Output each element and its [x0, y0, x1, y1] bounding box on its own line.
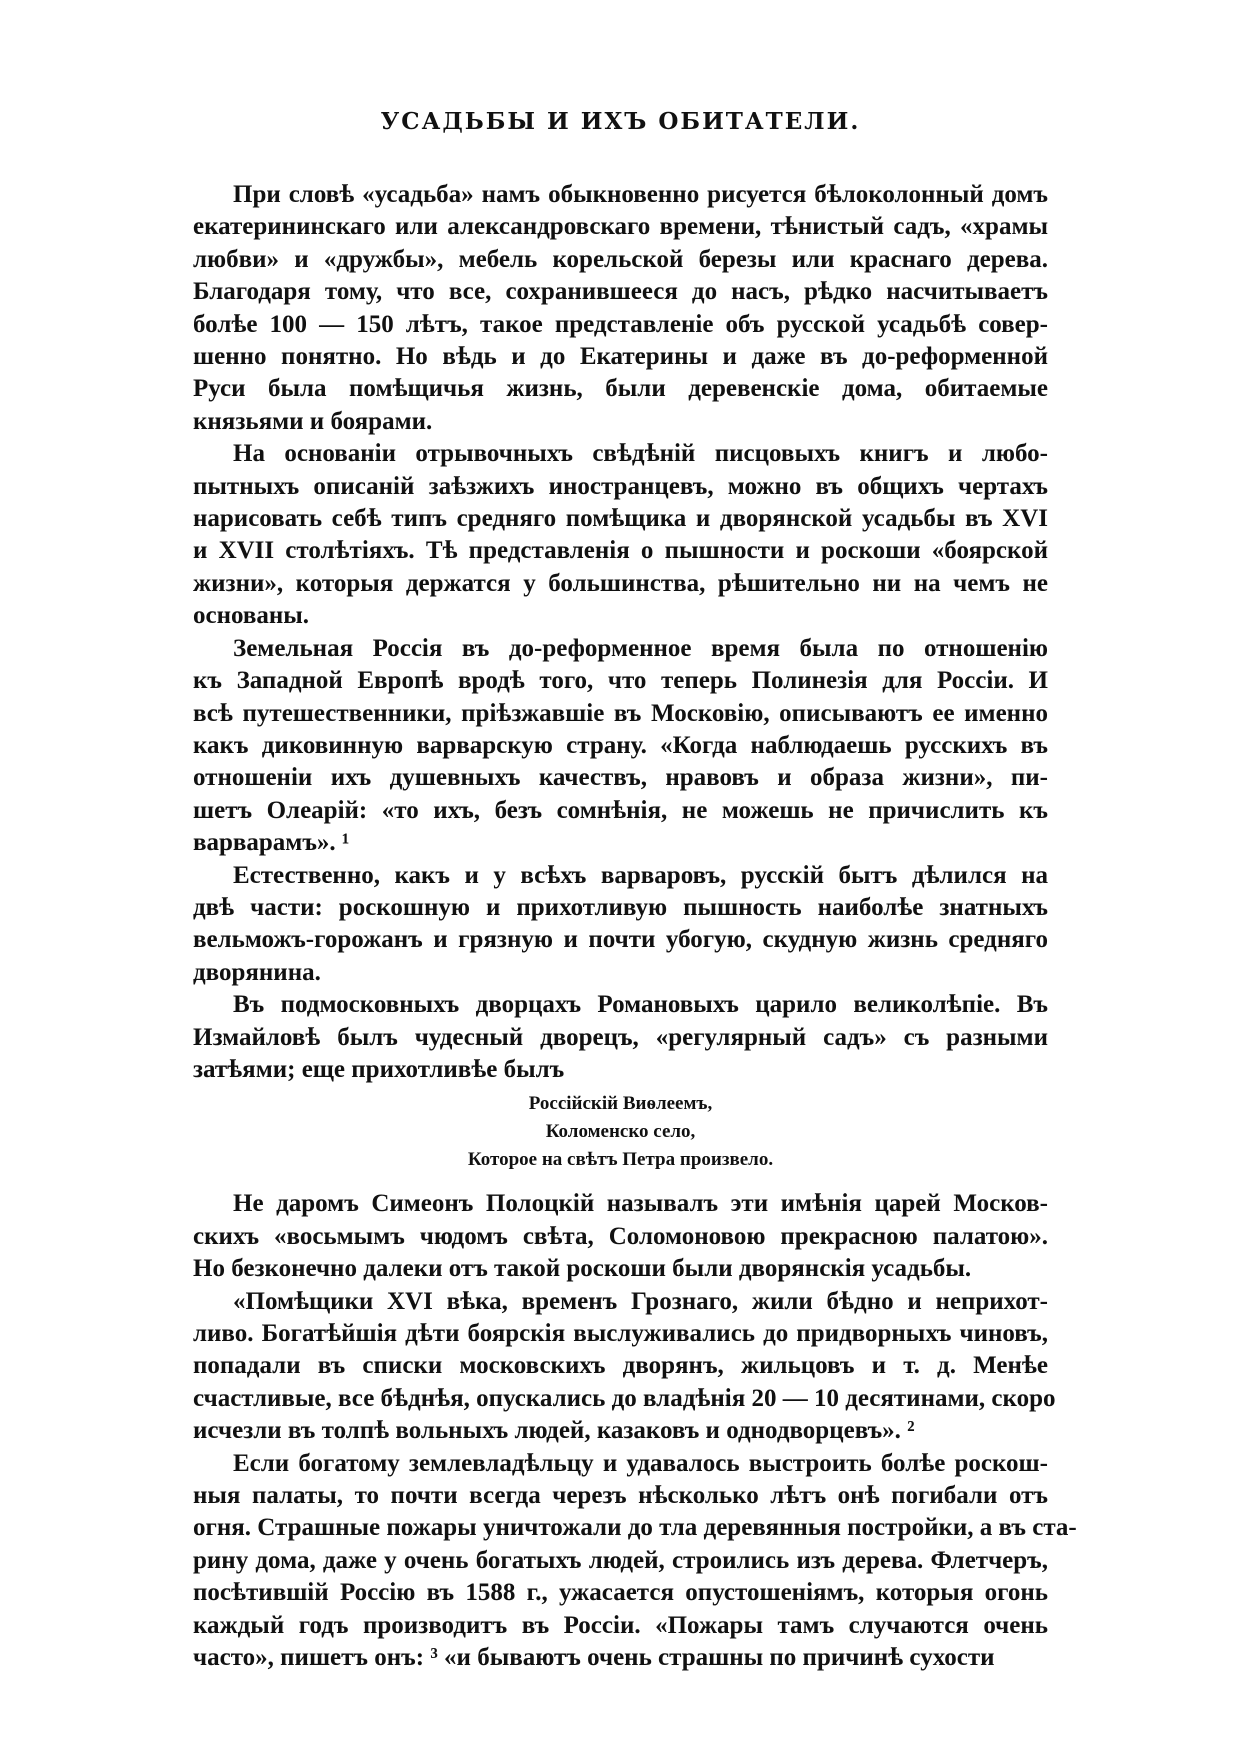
text-line: «Помѣщики XVI вѣка, временъ Грознаго, жили бѣдно и неприхот-	[233, 1287, 1048, 1315]
paragraph	[193, 438, 1048, 632]
paragraph	[193, 989, 1048, 1086]
text-line: попадали въ списки московскихъ дворянъ, жильцовъ и т. д. Менѣе	[193, 1352, 1048, 1380]
text-line: Но безконечно далеки отъ такой роскоши были дворянскія усадьбы.	[193, 1255, 972, 1283]
text-line: Не даромъ Симеонъ Полоцкій называлъ эти имѣнія царей Москов-	[233, 1190, 1048, 1218]
text-line: любви» и «дружбы», мебель корельской березы или краснаго дерева.	[193, 245, 1048, 273]
text-line: На основаніи отрывочныхъ свѣдѣній писцовыхъ книгъ и любо-	[233, 440, 1048, 468]
paragraph	[193, 860, 1048, 990]
text-line: Естественно, какъ и у всѣхъ варваровъ, русскій бытъ дѣлился на	[233, 861, 1048, 889]
page-title: УСАДЬБЫ И ИХЪ ОБИТАТЕЛИ.	[380, 108, 861, 135]
text-line: Въ подмосковныхъ дворцахъ Романовыхъ царило великолѣпіе. Въ	[233, 991, 1048, 1019]
verse-line: Россійскій Виѳлеемъ,	[528, 1093, 713, 1115]
text-line: вельможъ-горожанъ и грязную и почти убогую, скудную жизнь средняго	[193, 926, 1048, 954]
verse-line: Которое на свѣтъ Петра произвело.	[467, 1149, 774, 1171]
text-line: затѣями; еще прихотливѣе былъ	[193, 1055, 565, 1083]
text-line: ныя палаты, то почти всегда черезъ нѣсколько лѣтъ онѣ погибали отъ	[193, 1482, 1048, 1510]
paragraph	[193, 1188, 1048, 1285]
text-line: варварамъ». ¹	[193, 829, 350, 857]
paragraph	[193, 1448, 1077, 1675]
document-page	[193, 108, 1077, 1674]
text-line: основаны.	[193, 602, 310, 630]
paragraph	[193, 633, 1048, 860]
text-line: исчезли въ толпѣ вольныхъ людей, казаковъ и однодворцевъ». ²	[193, 1417, 915, 1445]
text-line: скихъ «восьмымъ чюдомъ свѣта, Соломоновою прекрасною палатою».	[193, 1222, 1048, 1250]
text-line: шетъ Олеарій: «то ихъ, безъ сомнѣнія, не можешь не причислить къ	[193, 796, 1048, 824]
body-text-part-1	[193, 179, 1048, 1086]
text-line: двѣ части: роскошную и прихотливую пышность наиболѣе знатныхъ	[193, 893, 1048, 921]
text-line: князьями и боярами.	[193, 407, 433, 435]
text-line: Земельная Россія въ до-реформенное время была по отношенію	[233, 634, 1048, 662]
text-line: какъ диковинную варварскую страну. «Когда наблюдаешь русскихъ въ	[193, 731, 1048, 759]
text-line: екатерининскаго или александровскаго времени, тѣнистый садъ, «храмы	[193, 213, 1048, 241]
text-line: Если богатому землевладѣльцу и удавалось выстроить болѣе роскош-	[233, 1449, 1048, 1477]
text-line: всѣ путешественники, пріѣзжавшіе въ Московію, описываютъ ее именно	[193, 699, 1048, 727]
text-line: нарисовать себѣ типъ средняго помѣщика и дворянской усадьбы въ XVI	[193, 505, 1048, 533]
text-line: каждый годъ производитъ въ Россіи. «Пожары тамъ случаются очень	[193, 1611, 1048, 1639]
text-line: и XVII столѣтіяхъ. Тѣ представленія о пышности и роскоши «боярской	[193, 537, 1048, 565]
text-line: ливо. Богатѣйшія дѣти боярскія выслуживались до придворныхъ чиновъ,	[193, 1320, 1048, 1347]
text-line: Руси была помѣщичья жизнь, были деревенскіе дома, обитаемые	[193, 375, 1048, 403]
text-line: пытныхъ описаній заѣзжихъ иностранцевъ, можно въ общихъ чертахъ	[193, 472, 1048, 500]
text-line: жизни», которыя держатся у большинства, рѣшительно ни на чемъ не	[193, 569, 1048, 597]
text-line: посѣтившій Россію въ 1588 г., ужасается опустошеніямъ, которыя огонь	[193, 1579, 1048, 1607]
text-line: Измайловѣ былъ чудесный дворецъ, «регулярный садъ» съ разными	[193, 1023, 1048, 1051]
text-line: отношеніи ихъ душевныхъ качествъ, нравовъ и образа жизни», пи-	[193, 764, 1048, 792]
text-line: При словѣ «усадьба» намъ обыкновенно рисуется бѣлоколонный домъ	[233, 181, 1048, 208]
paragraph	[193, 1286, 1056, 1448]
paragraph	[193, 179, 1048, 438]
text-line: счастливые, все бѣднѣя, опускались до владѣнія 20 — 10 десятинами, скоро	[193, 1384, 1056, 1412]
text-line: къ Западной Европѣ вродѣ того, что теперь Полинезія для Россіи. И	[193, 667, 1048, 695]
text-line: шенно понятно. Но вѣдь и до Екатерины и даже въ до-реформенной	[193, 343, 1048, 371]
text-line: огня. Страшные пожары уничтожали до тла деревянныя постройки, а въ ста-	[193, 1514, 1077, 1542]
text-line: болѣе 100 — 150 лѣтъ, такое представленіе объ русской усадьбѣ совер-	[193, 310, 1048, 338]
text-line: Благодаря тому, что все, сохранившееся до насъ, рѣдко насчитываетъ	[193, 278, 1048, 306]
verse-quote	[193, 1090, 1048, 1174]
verse-line: Коломенско село,	[545, 1121, 696, 1143]
text-line: часто», пишетъ онъ: ³ «и бываютъ очень страшны по причинѣ сухости	[193, 1644, 995, 1672]
body-text-part-2	[193, 1188, 1077, 1674]
text-line: дворянина.	[193, 958, 321, 986]
text-line: рину дома, даже у очень богатыхъ людей, строились изъ дерева. Флетчеръ,	[193, 1546, 1048, 1574]
